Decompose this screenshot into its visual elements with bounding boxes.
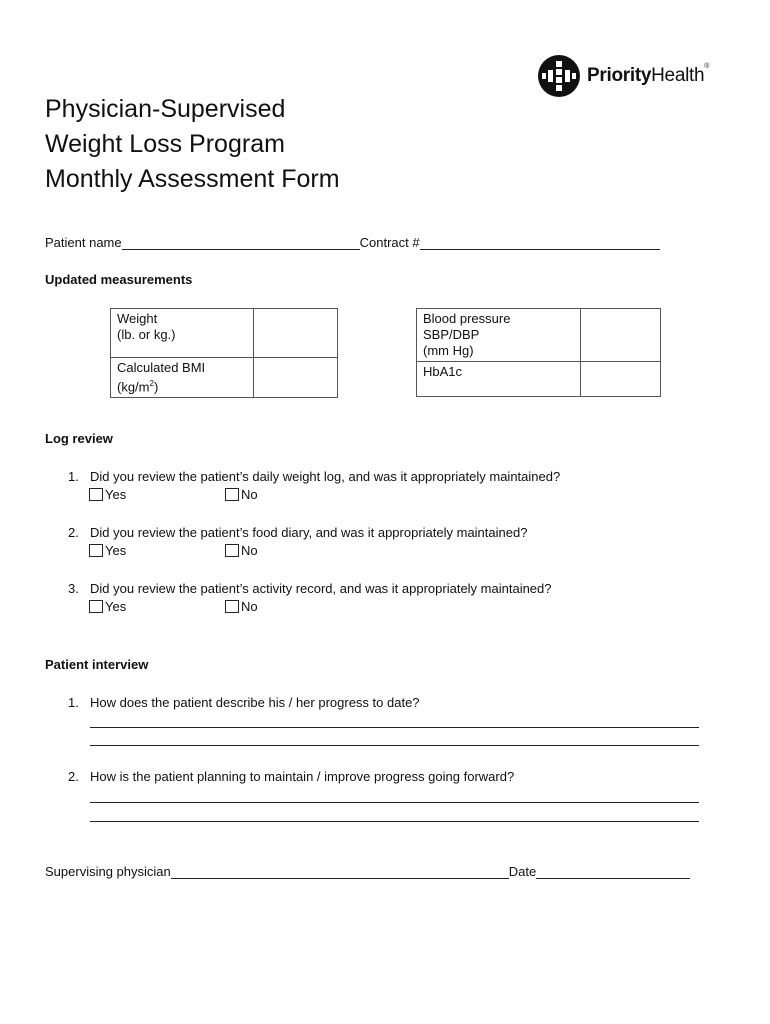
log-question-2: 2. Did you review the patient’s food diary, and was it appropriately maintained? bbox=[68, 525, 528, 540]
interview-q1-answer-line-1[interactable] bbox=[90, 727, 699, 728]
bmi-unit-label: $(kg/m^2)$ bbox=[117, 379, 159, 395]
log-q1-yes-option[interactable]: Yes bbox=[89, 487, 126, 502]
measurements-table-right bbox=[416, 308, 661, 397]
contract-label: Contract # bbox=[359, 235, 420, 250]
interview-q2-answer-line-1[interactable] bbox=[90, 802, 699, 803]
bmi-value-cell[interactable] bbox=[253, 358, 338, 398]
logo-trademark: ® bbox=[704, 63, 710, 70]
log-question-3: 3. Did you review the patient’s activity record, and was it appropriately maintained? bbox=[68, 581, 552, 596]
logo-text-health: Health bbox=[651, 65, 705, 86]
title-line-1: Physician-Supervised bbox=[45, 95, 286, 123]
bmi-label: Calculated BMI bbox=[117, 360, 206, 375]
hba1c-label-cell bbox=[417, 362, 581, 397]
priority-health-cross-icon bbox=[538, 55, 580, 97]
log-q2-no-option[interactable]: No bbox=[225, 543, 258, 558]
weight-label: Weight bbox=[117, 311, 158, 326]
log-q1-no-option[interactable]: No bbox=[225, 487, 258, 502]
hba1c-value-cell[interactable] bbox=[581, 362, 661, 397]
log-question-1: 1. Did you review the patient’s daily weight log, and was it appropriately maintained? bbox=[68, 469, 561, 484]
title-line-3: Monthly Assessment Form bbox=[45, 165, 340, 193]
mm-hg-label: (mm Hg) bbox=[423, 343, 474, 358]
measurements-heading: Updated measurements bbox=[45, 272, 193, 287]
checkbox[interactable] bbox=[89, 488, 103, 501]
log-review-heading: Log review bbox=[45, 431, 113, 446]
log-q3-yes-option[interactable]: Yes bbox=[89, 599, 126, 614]
checkbox[interactable] bbox=[225, 600, 239, 613]
blood-pressure-value-cell[interactable] bbox=[581, 309, 661, 362]
supervising-physician-label: Supervising physician bbox=[45, 864, 171, 879]
bmi-label-cell bbox=[111, 358, 254, 398]
log-q2-yes-option[interactable]: Yes bbox=[89, 543, 126, 558]
measurements-table-left bbox=[110, 308, 338, 398]
checkbox[interactable] bbox=[89, 600, 103, 613]
logo-wordmark bbox=[587, 65, 709, 87]
priority-health-logo bbox=[538, 55, 709, 97]
weight-value-cell[interactable] bbox=[253, 309, 338, 358]
interview-question-2: 2. How is the patient planning to maintain / improve progress going forward? bbox=[68, 769, 515, 784]
interview-question-1: 1. How does the patient describe his / her progress to date? bbox=[68, 695, 420, 710]
title-line-2: Weight Loss Program bbox=[45, 130, 285, 158]
patient-name-label: Patient name bbox=[45, 235, 122, 250]
checkbox[interactable] bbox=[225, 488, 239, 501]
hba1c-label: HbA1c bbox=[423, 364, 463, 379]
interview-q2-answer-line-2[interactable] bbox=[90, 821, 699, 822]
patient-name-field[interactable] bbox=[122, 238, 360, 250]
form-title bbox=[45, 92, 340, 197]
logo-text-priority: Priority bbox=[587, 65, 652, 86]
supervising-physician-field[interactable] bbox=[171, 867, 509, 879]
checkbox[interactable] bbox=[225, 544, 239, 557]
signoff-row bbox=[45, 864, 690, 879]
interview-q1-answer-line-2[interactable] bbox=[90, 745, 699, 746]
checkbox[interactable] bbox=[89, 544, 103, 557]
blood-pressure-label: Blood pressure bbox=[423, 311, 511, 326]
date-field[interactable] bbox=[536, 867, 690, 879]
log-q3-no-option[interactable]: No bbox=[225, 599, 258, 614]
weight-unit-label: (lb. or kg.) bbox=[117, 327, 176, 342]
patient-interview-heading: Patient interview bbox=[45, 657, 149, 672]
date-label: Date bbox=[508, 864, 537, 879]
patient-info-row bbox=[45, 235, 660, 250]
contract-number-field[interactable] bbox=[420, 238, 660, 250]
blood-pressure-label-cell bbox=[417, 309, 581, 362]
sbp-dbp-label: SBP/DBP bbox=[423, 327, 480, 342]
weight-label-cell bbox=[111, 309, 254, 358]
